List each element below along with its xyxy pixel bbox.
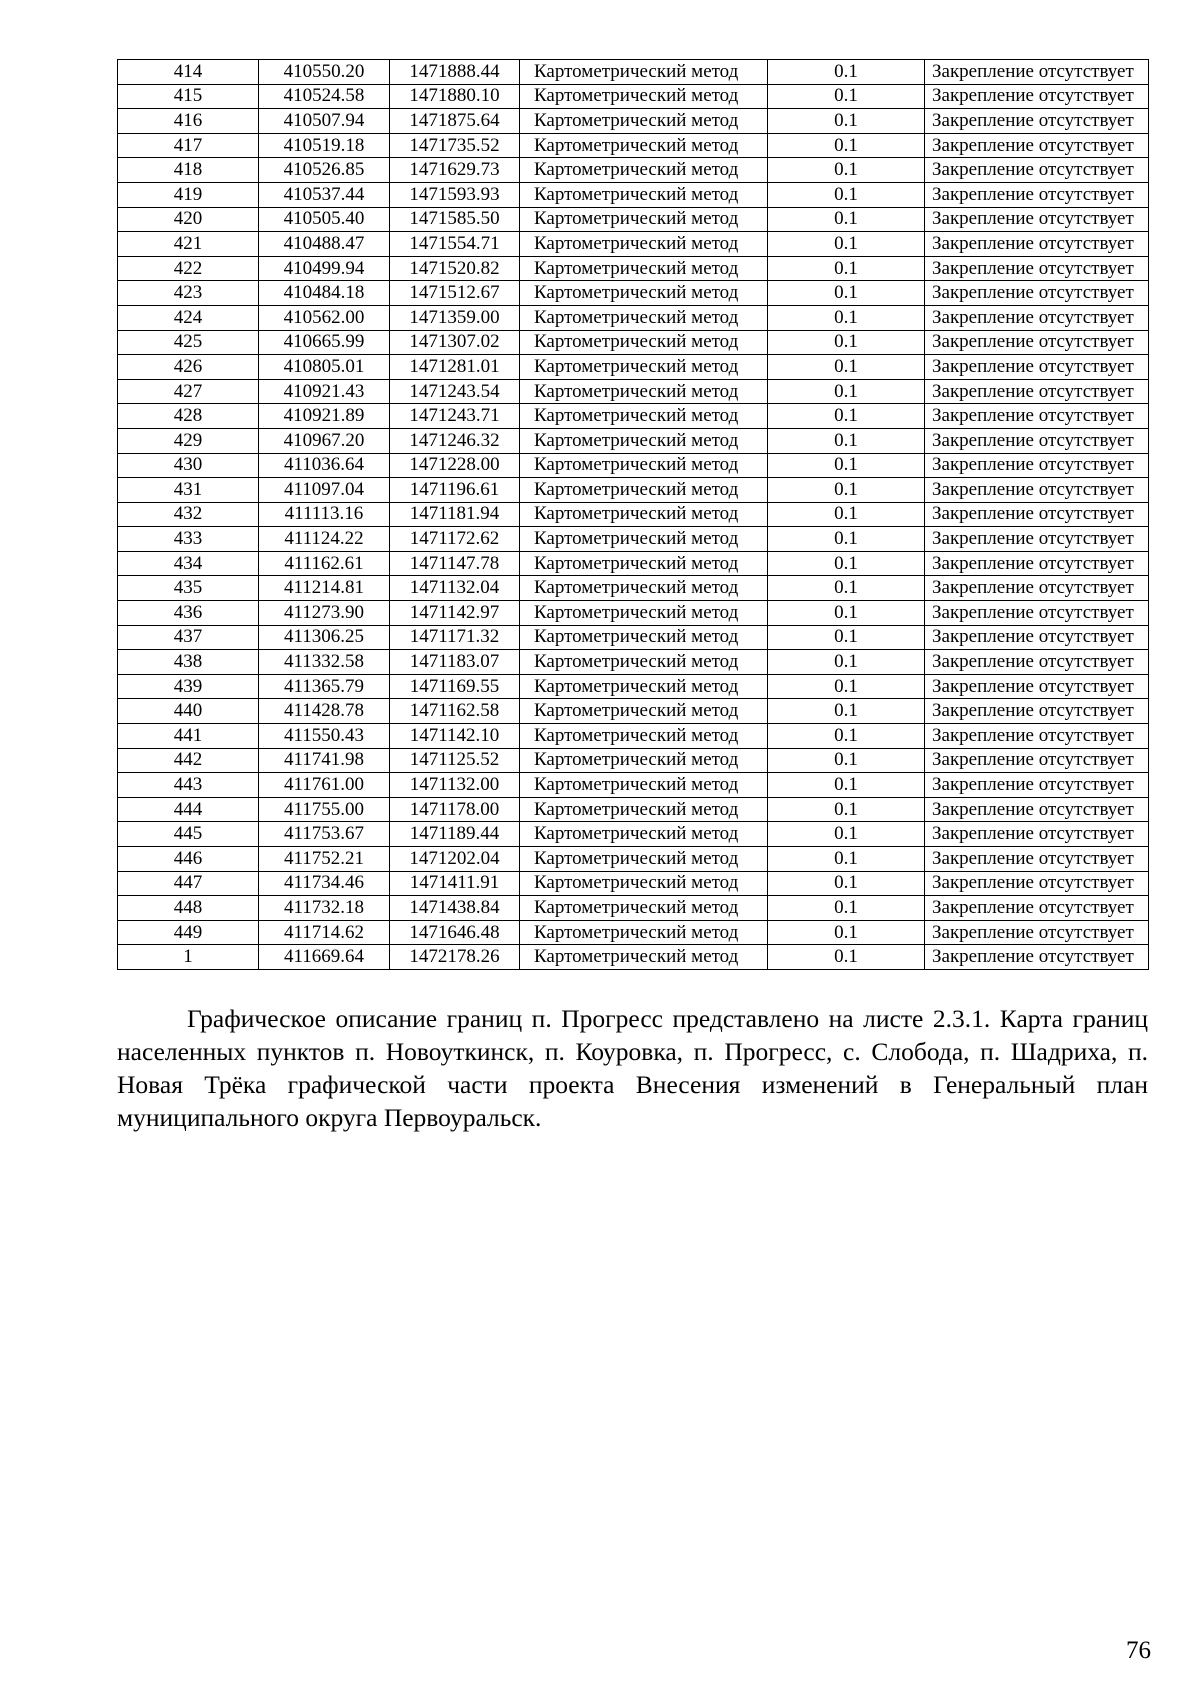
method-cell: Картометрический метод (520, 305, 768, 330)
accuracy-cell: 0.1 (768, 674, 925, 699)
table-row (118, 182, 1149, 207)
x-coordinate-cell: 410526.85 (259, 158, 390, 183)
method-cell: Картометрический метод (520, 699, 768, 724)
x-coordinate-cell: 411036.64 (259, 453, 390, 478)
fixing-cell: Закрепление отсутствует (925, 773, 1149, 798)
accuracy-cell: 0.1 (768, 182, 925, 207)
point-number-cell: 429 (118, 428, 259, 453)
method-cell: Картометрический метод (520, 724, 768, 749)
y-coordinate-cell: 1471888.44 (390, 60, 520, 85)
y-coordinate-cell: 1471585.50 (390, 207, 520, 232)
y-coordinate-cell: 1471646.48 (390, 920, 520, 945)
x-coordinate-cell: 411306.25 (259, 625, 390, 650)
accuracy-cell: 0.1 (768, 256, 925, 281)
accuracy-cell: 0.1 (768, 871, 925, 896)
point-number-cell: 415 (118, 84, 259, 109)
x-coordinate-cell: 411162.61 (259, 551, 390, 576)
x-coordinate-cell: 410507.94 (259, 109, 390, 134)
x-coordinate-cell: 410921.43 (259, 379, 390, 404)
table-row (118, 847, 1149, 872)
method-cell: Картометрический метод (520, 551, 768, 576)
y-coordinate-cell: 1471880.10 (390, 84, 520, 109)
fixing-cell: Закрепление отсутствует (925, 379, 1149, 404)
accuracy-cell: 0.1 (768, 551, 925, 576)
point-number-cell: 444 (118, 797, 259, 822)
y-coordinate-cell: 1471875.64 (390, 109, 520, 134)
table-row (118, 305, 1149, 330)
table-row (118, 207, 1149, 232)
y-coordinate-cell: 1471438.84 (390, 896, 520, 921)
fixing-cell: Закрепление отсутствует (925, 428, 1149, 453)
fixing-cell: Закрепление отсутствует (925, 453, 1149, 478)
x-coordinate-cell: 411214.81 (259, 576, 390, 601)
method-cell: Картометрический метод (520, 945, 768, 970)
table-row (118, 724, 1149, 749)
table-row (118, 109, 1149, 134)
x-coordinate-cell: 411755.00 (259, 797, 390, 822)
fixing-cell: Закрепление отсутствует (925, 84, 1149, 109)
method-cell: Картометрический метод (520, 773, 768, 798)
method-cell: Картометрический метод (520, 748, 768, 773)
x-coordinate-cell: 410524.58 (259, 84, 390, 109)
table-row (118, 256, 1149, 281)
point-number-cell: 432 (118, 502, 259, 527)
method-cell: Картометрический метод (520, 625, 768, 650)
method-cell: Картометрический метод (520, 871, 768, 896)
y-coordinate-cell: 1471178.00 (390, 797, 520, 822)
table-row (118, 478, 1149, 503)
method-cell: Картометрический метод (520, 847, 768, 872)
point-number-cell: 440 (118, 699, 259, 724)
x-coordinate-cell: 410550.20 (259, 60, 390, 85)
coordinates-table-body (118, 60, 1149, 970)
accuracy-cell: 0.1 (768, 379, 925, 404)
description-text: Графическое описание границ п. Прогресс представлено на листе 2.3.1. Карта границ населенных пунктов п. Новоуткинск, п. Коуровка, п. Прогресс, с. Слобода, п. Шадриха, п. Новая Трёка графической части проекта Внесения изменений в Генеральный план муниципального округа Первоуральск. (117, 1004, 1148, 1132)
x-coordinate-cell: 411332.58 (259, 650, 390, 675)
x-coordinate-cell: 410537.44 (259, 182, 390, 207)
x-coordinate-cell: 410519.18 (259, 133, 390, 158)
fixing-cell: Закрепление отсутствует (925, 822, 1149, 847)
accuracy-cell: 0.1 (768, 699, 925, 724)
fixing-cell: Закрепление отсутствует (925, 305, 1149, 330)
fixing-cell: Закрепление отсутствует (925, 330, 1149, 355)
point-number-cell: 422 (118, 256, 259, 281)
accuracy-cell: 0.1 (768, 527, 925, 552)
table-row (118, 625, 1149, 650)
table-row (118, 428, 1149, 453)
y-coordinate-cell: 1471228.00 (390, 453, 520, 478)
method-cell: Картометрический метод (520, 453, 768, 478)
page-number: 76 (1126, 1637, 1151, 1664)
table-row (118, 551, 1149, 576)
table-row (118, 773, 1149, 798)
point-number-cell: 439 (118, 674, 259, 699)
y-coordinate-cell: 1471142.10 (390, 724, 520, 749)
y-coordinate-cell: 1471147.78 (390, 551, 520, 576)
y-coordinate-cell: 1471593.93 (390, 182, 520, 207)
y-coordinate-cell: 1471172.62 (390, 527, 520, 552)
accuracy-cell: 0.1 (768, 158, 925, 183)
x-coordinate-cell: 411365.79 (259, 674, 390, 699)
point-number-cell: 433 (118, 527, 259, 552)
method-cell: Картометрический метод (520, 576, 768, 601)
point-number-cell: 424 (118, 305, 259, 330)
accuracy-cell: 0.1 (768, 305, 925, 330)
fixing-cell: Закрепление отсутствует (925, 699, 1149, 724)
point-number-cell: 430 (118, 453, 259, 478)
accuracy-cell: 0.1 (768, 945, 925, 970)
fixing-cell: Закрепление отсутствует (925, 182, 1149, 207)
x-coordinate-cell: 410499.94 (259, 256, 390, 281)
accuracy-cell: 0.1 (768, 232, 925, 257)
accuracy-cell: 0.1 (768, 84, 925, 109)
fixing-cell: Закрепление отсутствует (925, 109, 1149, 134)
x-coordinate-cell: 411761.00 (259, 773, 390, 798)
point-number-cell: 416 (118, 109, 259, 134)
table-row (118, 699, 1149, 724)
fixing-cell: Закрепление отсутствует (925, 527, 1149, 552)
point-number-cell: 419 (118, 182, 259, 207)
table-row (118, 232, 1149, 257)
fixing-cell: Закрепление отсутствует (925, 551, 1149, 576)
accuracy-cell: 0.1 (768, 478, 925, 503)
table-row (118, 133, 1149, 158)
y-coordinate-cell: 1471243.54 (390, 379, 520, 404)
accuracy-cell: 0.1 (768, 428, 925, 453)
method-cell: Картометрический метод (520, 478, 768, 503)
table-row (118, 871, 1149, 896)
y-coordinate-cell: 1471520.82 (390, 256, 520, 281)
x-coordinate-cell: 411732.18 (259, 896, 390, 921)
method-cell: Картометрический метод (520, 330, 768, 355)
method-cell: Картометрический метод (520, 60, 768, 85)
fixing-cell: Закрепление отсутствует (925, 281, 1149, 306)
y-coordinate-cell: 1471132.04 (390, 576, 520, 601)
method-cell: Картометрический метод (520, 379, 768, 404)
accuracy-cell: 0.1 (768, 502, 925, 527)
method-cell: Картометрический метод (520, 355, 768, 380)
x-coordinate-cell: 410967.20 (259, 428, 390, 453)
x-coordinate-cell: 411714.62 (259, 920, 390, 945)
accuracy-cell: 0.1 (768, 355, 925, 380)
table-row (118, 527, 1149, 552)
table-row (118, 650, 1149, 675)
point-number-cell: 414 (118, 60, 259, 85)
accuracy-cell: 0.1 (768, 404, 925, 429)
point-number-cell: 423 (118, 281, 259, 306)
y-coordinate-cell: 1471735.52 (390, 133, 520, 158)
accuracy-cell: 0.1 (768, 896, 925, 921)
y-coordinate-cell: 1471181.94 (390, 502, 520, 527)
x-coordinate-cell: 410484.18 (259, 281, 390, 306)
point-number-cell: 448 (118, 896, 259, 921)
fixing-cell: Закрепление отсутствует (925, 625, 1149, 650)
method-cell: Картометрический метод (520, 650, 768, 675)
accuracy-cell: 0.1 (768, 797, 925, 822)
accuracy-cell: 0.1 (768, 650, 925, 675)
x-coordinate-cell: 411428.78 (259, 699, 390, 724)
accuracy-cell: 0.1 (768, 453, 925, 478)
point-number-cell: 435 (118, 576, 259, 601)
y-coordinate-cell: 1471243.71 (390, 404, 520, 429)
table-row (118, 502, 1149, 527)
y-coordinate-cell: 1471189.44 (390, 822, 520, 847)
y-coordinate-cell: 1471629.73 (390, 158, 520, 183)
description-paragraph (117, 1002, 1148, 1134)
accuracy-cell: 0.1 (768, 773, 925, 798)
table-row (118, 404, 1149, 429)
fixing-cell: Закрепление отсутствует (925, 576, 1149, 601)
table-row (118, 601, 1149, 626)
y-coordinate-cell: 1471171.32 (390, 625, 520, 650)
fixing-cell: Закрепление отсутствует (925, 256, 1149, 281)
y-coordinate-cell: 1471202.04 (390, 847, 520, 872)
y-coordinate-cell: 1471125.52 (390, 748, 520, 773)
method-cell: Картометрический метод (520, 920, 768, 945)
x-coordinate-cell: 411097.04 (259, 478, 390, 503)
x-coordinate-cell: 410805.01 (259, 355, 390, 380)
point-number-cell: 447 (118, 871, 259, 896)
y-coordinate-cell: 1471183.07 (390, 650, 520, 675)
method-cell: Картометрический метод (520, 896, 768, 921)
fixing-cell: Закрепление отсутствует (925, 207, 1149, 232)
y-coordinate-cell: 1471411.91 (390, 871, 520, 896)
fixing-cell: Закрепление отсутствует (925, 871, 1149, 896)
y-coordinate-cell: 1472178.26 (390, 945, 520, 970)
point-number-cell: 421 (118, 232, 259, 257)
x-coordinate-cell: 411550.43 (259, 724, 390, 749)
method-cell: Картометрический метод (520, 601, 768, 626)
x-coordinate-cell: 411741.98 (259, 748, 390, 773)
x-coordinate-cell: 410562.00 (259, 305, 390, 330)
x-coordinate-cell: 411753.67 (259, 822, 390, 847)
fixing-cell: Закрепление отсутствует (925, 920, 1149, 945)
y-coordinate-cell: 1471554.71 (390, 232, 520, 257)
fixing-cell: Закрепление отсутствует (925, 232, 1149, 257)
accuracy-cell: 0.1 (768, 601, 925, 626)
method-cell: Картометрический метод (520, 428, 768, 453)
point-number-cell: 441 (118, 724, 259, 749)
x-coordinate-cell: 411734.46 (259, 871, 390, 896)
fixing-cell: Закрепление отсутствует (925, 650, 1149, 675)
table-row (118, 896, 1149, 921)
accuracy-cell: 0.1 (768, 822, 925, 847)
fixing-cell: Закрепление отсутствует (925, 502, 1149, 527)
table-row (118, 674, 1149, 699)
table-row (118, 822, 1149, 847)
method-cell: Картометрический метод (520, 133, 768, 158)
fixing-cell: Закрепление отсутствует (925, 748, 1149, 773)
y-coordinate-cell: 1471246.32 (390, 428, 520, 453)
table-row (118, 945, 1149, 970)
table-row (118, 281, 1149, 306)
point-number-cell: 425 (118, 330, 259, 355)
point-number-cell: 418 (118, 158, 259, 183)
point-number-cell: 449 (118, 920, 259, 945)
x-coordinate-cell: 410505.40 (259, 207, 390, 232)
method-cell: Картометрический метод (520, 109, 768, 134)
y-coordinate-cell: 1471307.02 (390, 330, 520, 355)
accuracy-cell: 0.1 (768, 724, 925, 749)
fixing-cell: Закрепление отсутствует (925, 847, 1149, 872)
table-row (118, 84, 1149, 109)
y-coordinate-cell: 1471132.00 (390, 773, 520, 798)
y-coordinate-cell: 1471142.97 (390, 601, 520, 626)
method-cell: Картометрический метод (520, 502, 768, 527)
method-cell: Картометрический метод (520, 232, 768, 257)
point-number-cell: 437 (118, 625, 259, 650)
method-cell: Картометрический метод (520, 158, 768, 183)
table-row (118, 330, 1149, 355)
fixing-cell: Закрепление отсутствует (925, 945, 1149, 970)
y-coordinate-cell: 1471359.00 (390, 305, 520, 330)
method-cell: Картометрический метод (520, 822, 768, 847)
table-row (118, 158, 1149, 183)
table-row (118, 920, 1149, 945)
point-number-cell: 427 (118, 379, 259, 404)
fixing-cell: Закрепление отсутствует (925, 797, 1149, 822)
accuracy-cell: 0.1 (768, 109, 925, 134)
point-number-cell: 428 (118, 404, 259, 429)
fixing-cell: Закрепление отсутствует (925, 896, 1149, 921)
accuracy-cell: 0.1 (768, 207, 925, 232)
accuracy-cell: 0.1 (768, 576, 925, 601)
accuracy-cell: 0.1 (768, 330, 925, 355)
method-cell: Картометрический метод (520, 256, 768, 281)
table-row (118, 576, 1149, 601)
fixing-cell: Закрепление отсутствует (925, 478, 1149, 503)
fixing-cell: Закрепление отсутствует (925, 133, 1149, 158)
method-cell: Картометрический метод (520, 84, 768, 109)
accuracy-cell: 0.1 (768, 748, 925, 773)
x-coordinate-cell: 411752.21 (259, 847, 390, 872)
method-cell: Картометрический метод (520, 404, 768, 429)
x-coordinate-cell: 410488.47 (259, 232, 390, 257)
table-row (118, 797, 1149, 822)
table-row (118, 60, 1149, 85)
point-number-cell: 1 (118, 945, 259, 970)
fixing-cell: Закрепление отсутствует (925, 724, 1149, 749)
point-number-cell: 438 (118, 650, 259, 675)
accuracy-cell: 0.1 (768, 60, 925, 85)
accuracy-cell: 0.1 (768, 133, 925, 158)
coordinates-table (117, 59, 1149, 970)
point-number-cell: 431 (118, 478, 259, 503)
table-row (118, 453, 1149, 478)
x-coordinate-cell: 411124.22 (259, 527, 390, 552)
y-coordinate-cell: 1471196.61 (390, 478, 520, 503)
fixing-cell: Закрепление отсутствует (925, 601, 1149, 626)
fixing-cell: Закрепление отсутствует (925, 158, 1149, 183)
point-number-cell: 436 (118, 601, 259, 626)
y-coordinate-cell: 1471169.55 (390, 674, 520, 699)
x-coordinate-cell: 410665.99 (259, 330, 390, 355)
table-row (118, 355, 1149, 380)
point-number-cell: 445 (118, 822, 259, 847)
y-coordinate-cell: 1471162.58 (390, 699, 520, 724)
point-number-cell: 426 (118, 355, 259, 380)
x-coordinate-cell: 410921.89 (259, 404, 390, 429)
method-cell: Картометрический метод (520, 527, 768, 552)
table-row (118, 748, 1149, 773)
table-row (118, 379, 1149, 404)
y-coordinate-cell: 1471512.67 (390, 281, 520, 306)
y-coordinate-cell: 1471281.01 (390, 355, 520, 380)
accuracy-cell: 0.1 (768, 847, 925, 872)
point-number-cell: 420 (118, 207, 259, 232)
method-cell: Картометрический метод (520, 674, 768, 699)
point-number-cell: 442 (118, 748, 259, 773)
point-number-cell: 443 (118, 773, 259, 798)
method-cell: Картометрический метод (520, 797, 768, 822)
accuracy-cell: 0.1 (768, 920, 925, 945)
point-number-cell: 434 (118, 551, 259, 576)
fixing-cell: Закрепление отсутствует (925, 60, 1149, 85)
x-coordinate-cell: 411273.90 (259, 601, 390, 626)
fixing-cell: Закрепление отсутствует (925, 355, 1149, 380)
point-number-cell: 446 (118, 847, 259, 872)
point-number-cell: 417 (118, 133, 259, 158)
method-cell: Картометрический метод (520, 182, 768, 207)
x-coordinate-cell: 411669.64 (259, 945, 390, 970)
fixing-cell: Закрепление отсутствует (925, 404, 1149, 429)
accuracy-cell: 0.1 (768, 625, 925, 650)
method-cell: Картометрический метод (520, 207, 768, 232)
fixing-cell: Закрепление отсутствует (925, 674, 1149, 699)
x-coordinate-cell: 411113.16 (259, 502, 390, 527)
method-cell: Картометрический метод (520, 281, 768, 306)
accuracy-cell: 0.1 (768, 281, 925, 306)
